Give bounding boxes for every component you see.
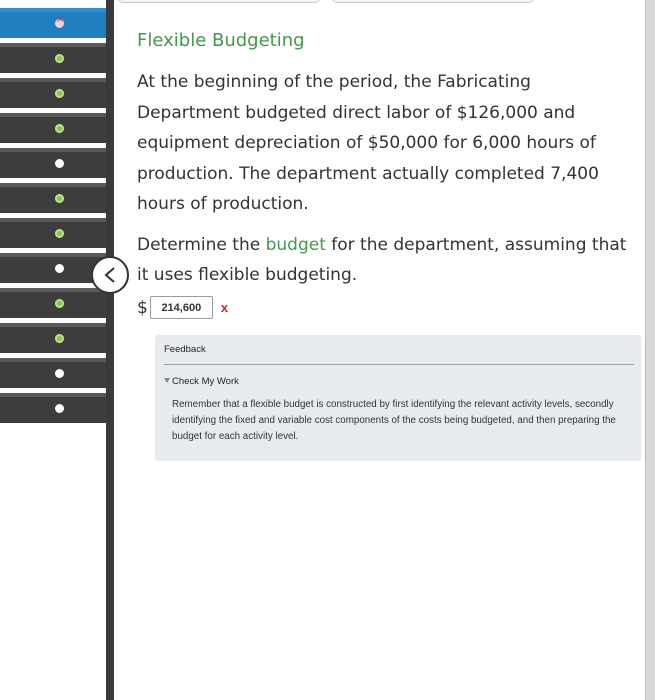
feedback-title: Feedback (164, 344, 206, 355)
answer-input[interactable]: 214,600 (150, 296, 213, 319)
prompt-text-after: for the department, assuming that it uses flexible budgeting. (137, 234, 627, 285)
nav-item[interactable] (0, 253, 106, 283)
nav-item[interactable] (0, 8, 106, 38)
currency-symbol: $ (137, 297, 148, 318)
dot-icon (55, 159, 64, 168)
question-navigator (0, 0, 106, 700)
check-my-work-toggle[interactable] (164, 376, 632, 387)
nav-item[interactable] (0, 148, 106, 178)
top-tabs (118, 0, 645, 4)
wrong-icon (55, 19, 64, 28)
question-paragraph: At the beginning of the period, the Fabricating Department budgeted direct labor of $126,000 and equipment depreciation of $50,000 for 6,000 hours of production. The department actually completed 7,400 hours of production. (137, 72, 599, 214)
check-icon (55, 299, 64, 308)
collapse-navigator-button[interactable] (91, 256, 129, 294)
check-icon (55, 334, 64, 343)
navigator-divider[interactable] (106, 0, 114, 700)
check-icon (55, 229, 64, 238)
feedback-body: Remember that a flexible budget is constructed by first identifying the relevant activity levels, secondly identifying the fixed and variable cost components of the costs being budgeted, and then preparing the budget for each activity level. (172, 399, 616, 442)
budget-link[interactable]: budget (265, 234, 326, 255)
top-tab-right[interactable] (332, 0, 534, 3)
right-scrollbar[interactable] (645, 0, 655, 700)
chevron-left-icon (102, 266, 118, 284)
nav-item[interactable] (0, 358, 106, 388)
nav-item[interactable] (0, 393, 106, 423)
question-prompt (137, 230, 637, 291)
caret-down-icon (164, 378, 170, 383)
dot-icon (55, 369, 64, 378)
nav-item[interactable] (0, 183, 106, 213)
check-icon (55, 194, 64, 203)
nav-item[interactable] (0, 288, 106, 318)
check-my-work-label: Check My Work (172, 376, 239, 387)
nav-item[interactable] (0, 43, 106, 73)
check-icon (55, 89, 64, 98)
dot-icon (55, 404, 64, 413)
dot-icon (55, 264, 64, 273)
nav-item[interactable] (0, 323, 106, 353)
feedback-panel (155, 335, 641, 461)
check-icon (55, 54, 64, 63)
question-title: Flexible Budgeting (137, 30, 305, 51)
question-content (137, 30, 637, 321)
nav-item[interactable] (0, 113, 106, 143)
check-icon (55, 124, 64, 133)
answer-row (137, 295, 637, 321)
prompt-text-before: Determine the (137, 234, 266, 255)
top-tab-left[interactable] (118, 0, 320, 3)
feedback-divider (164, 364, 634, 365)
nav-item[interactable] (0, 78, 106, 108)
nav-item[interactable] (0, 218, 106, 248)
incorrect-icon: x (220, 300, 229, 315)
